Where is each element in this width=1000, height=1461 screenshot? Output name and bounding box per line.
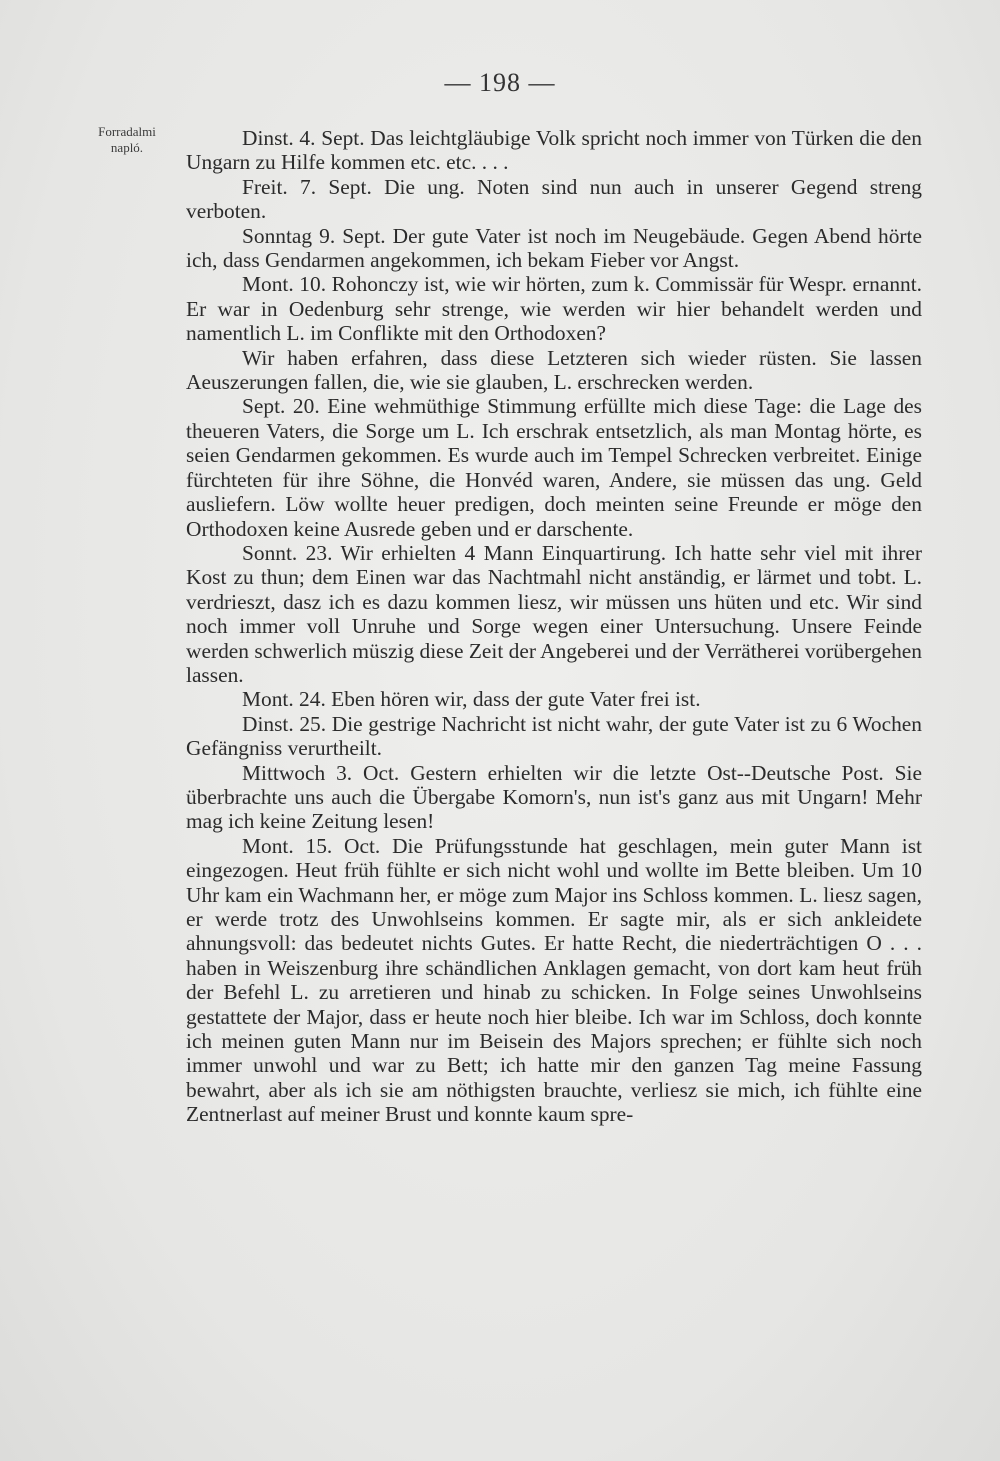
paragraph-mont-24: Mont. 24. Eben hören wir, dass der gute Vater frei ist. — [242, 687, 701, 712]
paragraph-mont-10: Mont. 10. Rohonczy ist, wie wir hörten, zum k. Commissär für Wespr. ernannt. Er war in Oedenburg sehr strenge, wie werden wir hier behandelt werden und namentlich L. im Conflikte mit den Orthodoxen? — [186, 272, 922, 346]
paragraph-sept-20: Sept. 20. Eine wehmüthige Stimmung erfüllte mich diese Tage: die Lage des theueren Vaters, die Sorge um L. Ich erschrak entsetzlich, als man Montag hörte, es seien Gendarmen gekommen. Es wurde auch im Tempel Schrecken verbreitet. Einige fürchteten für ihre Söhne, die Honvéd waren, Andere, sie müssen das ung. Geld ausliefern. Löw wollte heuer predigen, doch meinten seine Freunde er möge den Orthodoxen keine Ausrede geben und er darschente. — [186, 394, 922, 541]
paragraph-mittwoch-3-oct: Mittwoch 3. Oct. Gestern erhielten wir die letzte Ost--Deutsche Post. Sie überbrachte uns auch die Übergabe Komorn's, nun ist's ganz aus mit Ungarn! Mehr mag ich keine Zeitung lesen! — [186, 760, 922, 834]
page-number: — 198 — — [444, 68, 556, 97]
margin-note-line2: napló. — [110, 140, 144, 155]
margin-note — [82, 124, 172, 156]
paragraph-sonntag-9-sept: Sonntag 9. Sept. Der gute Vater ist noch im Neugebäude. Gegen Abend hörte ich, dass Gendarmen angekommen, ich bekam Fieber vor Angst. — [186, 223, 922, 273]
paragraph-sonnt-23: Sonnt. 23. Wir erhielten 4 Mann Einquartirung. Ich hatte sehr viel mit ihrer Kost zu thun; dem Einen war das Nachtmahl nicht anständig, er lärmet und tobt. L. verdrieszt, dasz ich es dazu kommen liesz, wir müssen uns hüten und etc. Wir sind noch immer voll Unruhe und Sorge wegen einer Untersuchung. Unsere Feinde werden schwerlich müszig diese Zeit der Angeberei und der Verrätherei vorübergehen lassen. — [186, 540, 922, 687]
paragraph-dinst-4-sept: Dinst. 4. Sept. Das leichtgläubige Volk spricht noch immer von Türken die den Ungarn zu Hilfe kommen etc. etc. . . . — [186, 126, 922, 175]
paragraph-wir-haben-erfahren: Wir haben erfahren, dass diese Letzteren sich wieder rüsten. Sie lassen Aeuszerungen fallen, die, wie sie glauben, L. erschrecken werden. — [186, 345, 922, 395]
paragraph-mont-15-oct: Mont. 15. Oct. Die Prüfungsstunde hat geschlagen, mein guter Mann ist eingezogen. Heut früh fühlte er sich nicht wohl und wollte im Bette bleiben. Um 10 Uhr kam ein Wachmann her, er möge zum Major ins Schloss kommen. L. liesz sagen, er werde trotz des Unwohlseins kommen. Er sagte mir, als er sich ankleidete ahnungsvoll: das bedeutet nichts Gutes. Er hatte Recht, die niederträchtigen O . . . haben in Weiszenburg ihre schändlichen Anklagen gemacht, von dort kam heut früh der Befehl L. zu arretieren und hinab zu schicken. In Folge seines Unwohlseins gestattete der Major, dass er heute noch hier bleibe. Ich war im Schloss, doch konnte ich meinen guten Mann nur im Beisein des Majors sprechen; er fühlte sich noch immer unwohl und war zu Bett; ich hatte mir den ganzen Tag meine Fassung bewahrt, aber als ich sie am nöthigsten brauchte, verliesz sie mich, ich fühlte eine Zentnerlast auf meiner Brust und konnte kaum spre- — [186, 833, 922, 1127]
paragraph-dinst-25: Dinst. 25. Die gestrige Nachricht ist nicht wahr, der gute Vater ist zu 6 Wochen Gefängniss verurtheilt. — [186, 711, 922, 761]
paragraph-freit-7-sept: Freit. 7. Sept. Die ung. Noten sind nun auch in unserer Gegend streng verboten. — [186, 174, 922, 224]
margin-note-line1: Forradalmi — [98, 124, 156, 139]
body-text — [186, 126, 922, 1127]
